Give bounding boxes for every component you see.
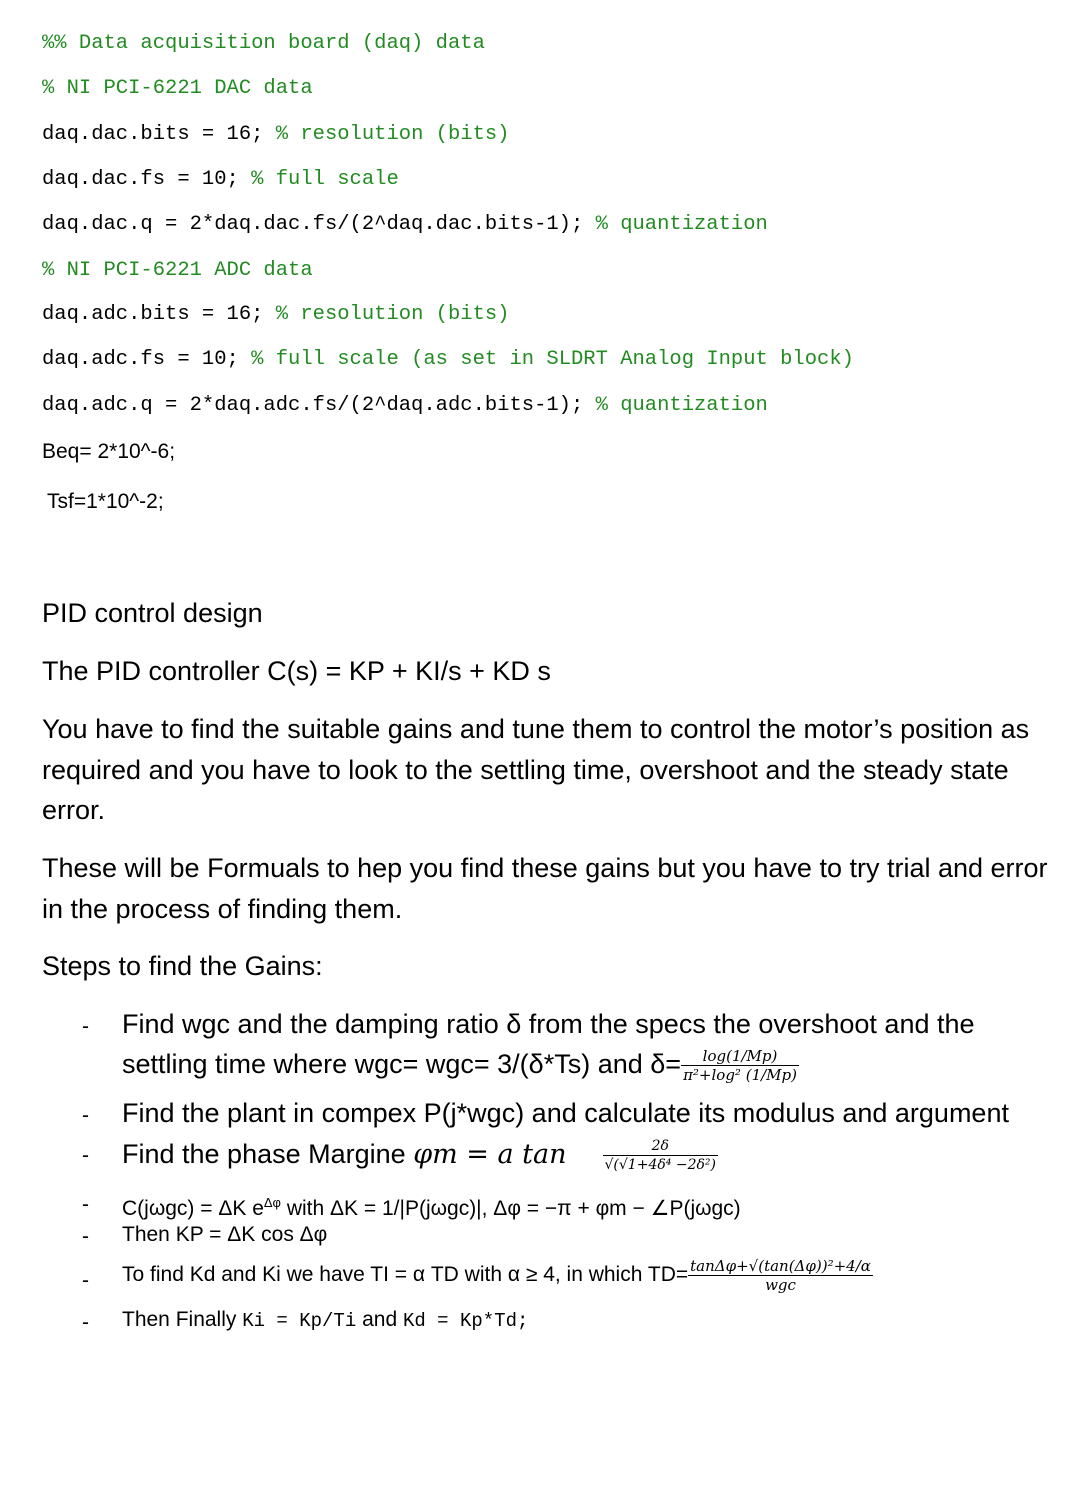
code-line-2 — [42, 77, 313, 101]
bullet-dash: - — [82, 1015, 89, 1038]
code-comment: % quantization — [595, 213, 768, 236]
code-comment: % quantization — [595, 394, 768, 417]
step-2: Find the plant in compex P(j*wgc) and calculate its modulus and argument — [122, 1098, 1009, 1128]
step-1-text: settling time where wgc= wgc= 3/(δ*Ts) and δ= — [122, 1049, 682, 1079]
code-line-4 — [42, 168, 399, 192]
bullet-dash: - — [82, 1144, 89, 1167]
step-4-exponent: Δφ — [263, 1195, 281, 1210]
step-1-line-2 — [122, 1044, 799, 1085]
step-7-text-a: Then Finally — [122, 1308, 243, 1331]
bullet-dash: - — [82, 1225, 89, 1248]
bullet-dash: - — [82, 1311, 89, 1334]
code-line-5 — [42, 213, 768, 237]
step-1-line-1: Find wgc and the damping ratio δ from the specs the overshoot and the — [122, 1009, 975, 1039]
bullet-dash: - — [82, 1269, 89, 1292]
code-line-8 — [42, 348, 854, 372]
fraction-denominator: π²+log² (1/Mp) — [683, 1066, 797, 1085]
code-comment: % NI PCI-6221 DAC data — [42, 77, 313, 100]
code-statement: daq.dac.q = 2*daq.dac.fs/(2^daq.dac.bits-1); — [42, 213, 596, 236]
step-6 — [122, 1257, 873, 1294]
fraction-denominator: √(√1+4δ⁴ −2δ²) — [604, 1157, 716, 1174]
step-7 — [122, 1305, 528, 1336]
code-comment: % resolution (bits) — [275, 123, 510, 146]
delta-fraction — [681, 1047, 799, 1084]
fraction-denominator: wgc — [765, 1276, 796, 1294]
ki-formula: Ki = Kp/Ti — [242, 1310, 357, 1332]
fraction-numerator: tanΔφ+√(tan(Δφ))²+4/α — [690, 1257, 871, 1275]
code-statement: daq.dac.fs = 10; — [42, 168, 252, 191]
code-statement: daq.adc.fs = 10; — [42, 348, 252, 371]
code-line-6 — [42, 259, 313, 283]
fraction-numerator: 2δ — [603, 1137, 718, 1156]
bullet-dash: - — [82, 1104, 89, 1127]
step-4-text-b: with ΔK = 1/|P(jωgc)|, Δφ = −π + φm − ∠P(jωgc) — [281, 1197, 741, 1220]
step-3 — [122, 1134, 718, 1176]
section-heading: PID control design — [42, 598, 263, 628]
code-comment: % resolution (bits) — [275, 303, 510, 326]
steps-title: Steps to find the Gains: — [42, 951, 323, 981]
phase-margin-formula: φm = a tan — [413, 1139, 567, 1170]
code-statement: daq.adc.q = 2*daq.adc.fs/(2^daq.adc.bits-1); — [42, 394, 596, 417]
step-4 — [122, 1188, 741, 1224]
paragraph-1: You have to find the suitable gains and tune them to control the motor’s position as required and you have to look to the settling time, overshoot and the steady state error. — [42, 714, 1030, 825]
code-line-9 — [42, 394, 768, 418]
step-5: Then KP = ΔK cos Δφ — [122, 1223, 328, 1246]
bullet-dash: - — [82, 1193, 89, 1216]
paragraph-2: These will be Formuals to hep you find these gains but you have to try trial and error in the process of finding them. — [42, 853, 1048, 924]
controller-formula: The PID controller C(s) = KP + KI/s + KD s — [42, 656, 551, 686]
code-comment: %% Data acquisition board (daq) data — [42, 32, 485, 55]
code-statement: daq.adc.bits = 16; — [42, 303, 276, 326]
kd-formula: Kd = Kp*Td; — [402, 1310, 529, 1332]
step-3-text: Find the phase Margine — [122, 1139, 414, 1169]
code-comment: % NI PCI-6221 ADC data — [42, 259, 313, 282]
beq-line: Beq= 2*10^-6; — [42, 440, 176, 463]
code-line-1 — [42, 32, 485, 56]
td-fraction — [688, 1257, 873, 1294]
phase-margin-fraction — [603, 1137, 718, 1174]
fraction-numerator: log(1/Mp) — [681, 1047, 799, 1066]
tsf-line: Tsf=1*10^-2; — [47, 490, 164, 513]
code-comment: % full scale (as set in SLDRT Analog Input block) — [251, 348, 854, 371]
step-6-text: To find Kd and Ki we have TI = α TD with α ≥ 4, in which TD= — [122, 1263, 689, 1287]
step-7-text-c: and — [356, 1308, 403, 1331]
code-line-3 — [42, 123, 510, 147]
step-4-text-a: C(jωgc) = ΔK e — [122, 1197, 264, 1220]
code-line-7 — [42, 303, 510, 327]
code-statement: daq.dac.bits = 16; — [42, 123, 276, 146]
code-comment: % full scale — [251, 168, 399, 191]
